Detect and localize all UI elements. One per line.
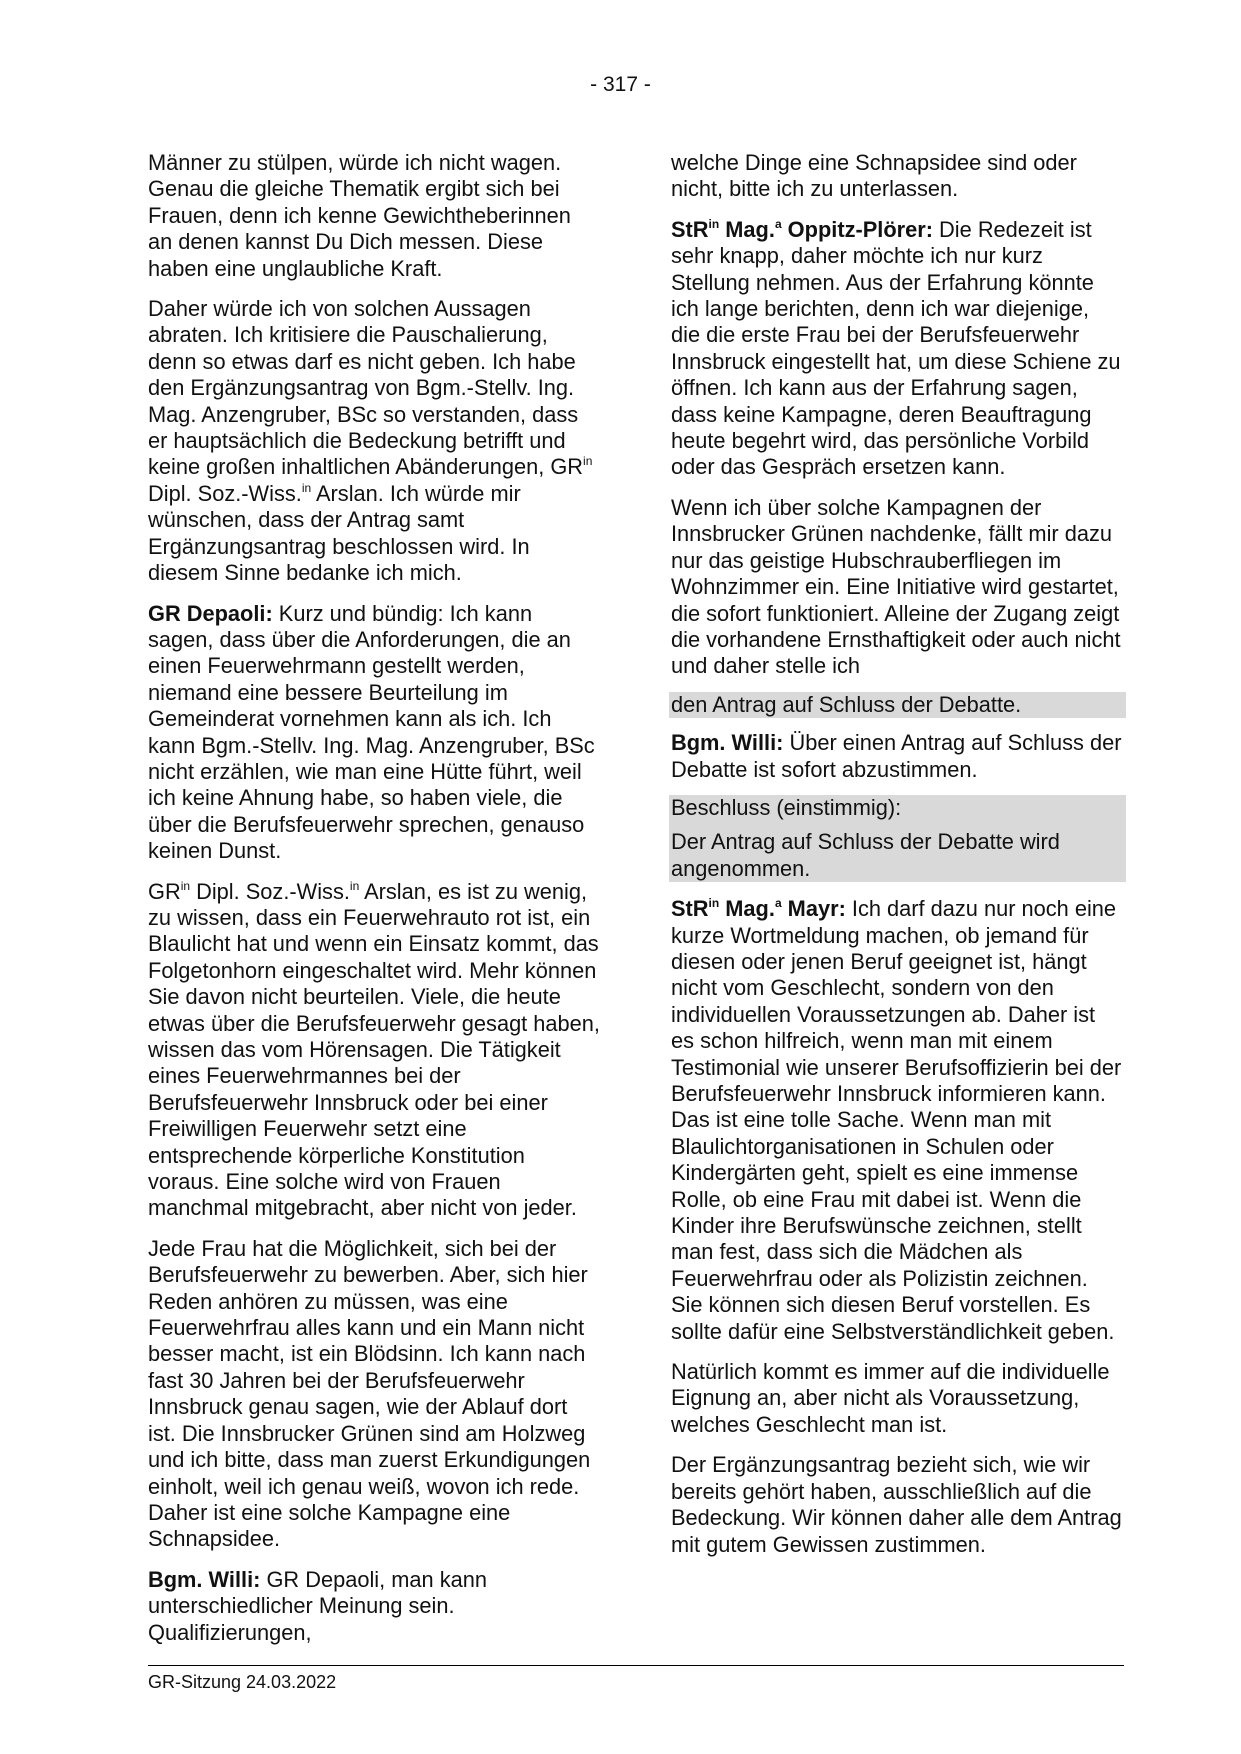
resolution-label: Beschluss (einstimmig): [671, 794, 902, 820]
speaker-name: StR$^{in}$ Mag.$^a$ Mayr: [671, 896, 846, 922]
speech-text: Kurz und bündig: Ich kann sagen, dass über die Anforderungen, die an einen Feuerwehrmann gestellt werden, niemand eine bessere Beurteilung im Gemeinderat vornehmen kann als ich. Ich kann Bgm.-Stellv. Ing. Mag. Anzengruber, BSc nicht erzählen, wie man eine Hütte führt, weil ich keine Ahnung habe, so haben viele, die über die Berufsfeuerwehr sprechen, genauso keinen Dunst. [148, 600, 595, 864]
speaker-name: StR$^{in}$ Mag.$^a$ Oppitz-Plörer: [671, 216, 933, 242]
left-column [148, 150, 600, 1660]
text-run: Daher würde ich von solchen Aussagen abraten. Ich kritisiere die Pauschalierung, denn so etwas darf es nicht geben. Ich habe den Ergänzungsantrag von Bgm.-Stellv. Ing. Mag. Anzengruber, BSc so verstanden, dass er hauptsächlich die Bedeckung betrifft und keine großen inhaltlichen Abänderungen, GR [148, 296, 584, 480]
paragraph: Männer zu stülpen, würde ich nicht wagen. Genau die gleiche Thematik ergibt sich bei Frauen, denn ich kenne Gewichtheberinnen an denen kannst Du Dich messen. Diese haben eine unglaubliche Kraft. [148, 150, 571, 281]
speaker-name: GR Depaoli: [148, 600, 273, 626]
paragraph: welche Dinge eine Schnapsidee sind oder nicht, bitte ich zu unterlassen. [671, 150, 1077, 202]
superscript: in [583, 454, 593, 469]
paragraph: Der Ergänzungsantrag bezieht sich, wie wir bereits gehört haben, ausschließlich auf die Bedeckung. Wir können daher alle dem Antrag mit gutem Gewissen zustimmen. [671, 1452, 1122, 1557]
superscript: in [301, 480, 312, 495]
paragraph [671, 896, 1124, 1345]
resolution-text: Der Antrag auf Schluss der Debatte wird angenommen. [671, 829, 1060, 881]
paragraph [148, 879, 600, 1222]
paragraph: Natürlich kommt es immer auf die individuelle Eignung an, aber nicht als Voraussetzung, welches Geschlecht man ist. [671, 1359, 1110, 1437]
text-run: Dipl. Soz.-Wiss. [190, 878, 350, 904]
text-run: Dipl. Soz.-Wiss. [148, 480, 302, 506]
paragraph [148, 601, 600, 865]
paragraph [148, 1567, 600, 1646]
motion-box: den Antrag auf Schluss der Debatte. [669, 692, 1126, 718]
paragraph [148, 296, 600, 586]
superscript: a [774, 896, 782, 911]
footer-session-date: GR-Sitzung 24.03.2022 [148, 1672, 337, 1692]
paragraph [671, 730, 1124, 783]
speech-text: Die Redezeit ist sehr knapp, daher möchte ich nur kurz Stellung nehmen. Aus der Erfahrung könnte ich lange berichten, denn ich war diejenige, die die erste Frau bei der Berufsfeuerwehr Innsbruck eingestellt hat, um diese Schiene zu öffnen. Ich kann aus der Erfahrung sagen, dass keine Kampagne, deren Beauftragung heute begehrt wird, das persönliche Vorbild oder das Gespräch ersetzen kann. [671, 216, 1121, 480]
text-run: Arslan, es ist zu wenig, zu wissen, dass ein Feuerwehrauto rot ist, ein Blaulicht hat und wenn ein Einsatz kommt, das Folgetonhorn eingeschaltet wird. Mehr können Sie davon nicht beurteilen. Viele, die heute etwas über die Berufsfeuerwehr gesagt haben, wissen das vom Hörensagen. Die Tätigkeit eines Feuerwehrmannes bei der Berufsfeuerwehr Innsbruck oder bei einer Freiwilligen Feuerwehr setzt eine entsprechende körperliche Konstitution voraus. Eine solche wird von Frauen manchmal mitgebracht, aber nicht von jeder. [148, 878, 600, 1221]
page-number: - 317 - [590, 73, 651, 96]
speech-text: Über einen Antrag auf Schluss der Debatte ist sofort abzustimmen. [671, 730, 1122, 782]
superscript: a [774, 216, 782, 231]
right-column [671, 150, 1124, 1572]
footer-divider [148, 1665, 1124, 1666]
speech-text: Ich darf dazu nur noch eine kurze Wortmeldung machen, ob jemand für diesen oder jenen Beruf geeignet ist, hängt nicht vom Geschlecht, sondern von den individuellen Voraussetzungen ab. Daher ist es schon hilfreich, wenn man mit einem Testimonial wie unserer Berufsoffizierin bei der Berufsfeuerwehr Innsbruck informieren kann. Das ist eine tolle Sache. Wenn man mit Blaulichtorganisationen in Schulen oder Kindergärten geht, spielt es eine immense Rolle, ob eine Frau mit dabei ist. Wenn die Kinder ihre Berufswünsche zeichnen, stellt man fest, dass sich die Mädchen als Feuerwehrfrau oder als Polizistin zeichnen. Sie können sich diesen Beruf vorstellen. Es sollte dafür eine Selbstverständlichkeit geben. [671, 896, 1122, 1344]
speaker-name: Bgm. Willi: [148, 1566, 261, 1592]
superscript: in [708, 216, 720, 231]
paragraph: Jede Frau hat die Möglichkeit, sich bei der Berufsfeuerwehr zu bewerben. Aber, sich hier Reden anhören zu müssen, was eine Feuerwehrfrau alles kann und ein Mann nicht besser macht, ist ein Blödsinn. Ich kann nach fast 30 Jahren bei der Berufsfeuerwehr Innsbruck genau sagen, wie der Ablauf dort ist. Die Innsbrucker Grünen sind am Holzweg und ich bitte, dass man zuerst Erkundigungen einholt, weil ich genau weiß, wovon ich rede. Daher ist eine solche Kampagne eine Schnapsidee. [148, 1235, 591, 1552]
superscript: in [708, 896, 720, 911]
speaker-name: Bgm. Willi: [671, 730, 784, 756]
superscript: in [180, 878, 191, 893]
text-run: Arslan. Ich würde mir wünschen, dass der Antrag samt Ergänzungsantrag beschlossen wird. In diesem Sinne bedanke ich mich. [148, 480, 530, 586]
paragraph [671, 217, 1124, 481]
text-run: GR [148, 878, 181, 904]
speech-text: GR Depaoli, man kann unterschiedlicher Meinung sein. Qualifizierungen, [148, 1566, 487, 1645]
superscript: in [349, 878, 360, 893]
paragraph: Wenn ich über solche Kampagnen der Innsbrucker Grünen nachdenke, fällt mir dazu nur das geistige Hubschrauberfliegen im Wohnzimmer ein. Eine Initiative wird gestartet, die sofort funktioniert. Alleine der Zugang zeigt die vorhandene Ernsthaftigkeit oder auch nicht und daher stelle ich [671, 494, 1121, 679]
resolution-box [669, 795, 1126, 882]
